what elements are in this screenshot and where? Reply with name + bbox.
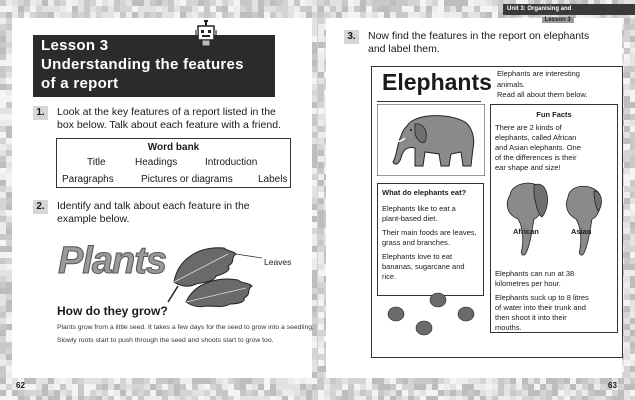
word-bank-item: Headings bbox=[135, 157, 178, 168]
lesson-title-line-2: of a report bbox=[41, 75, 119, 92]
fact-line: then shoot it into their bbox=[495, 313, 567, 322]
diet-line: Elephants love to eat bbox=[382, 252, 453, 261]
book-spine bbox=[317, 0, 318, 400]
word-bank-item: Introduction bbox=[205, 157, 258, 168]
diet-line: bananas, sugarcane and bbox=[382, 262, 465, 271]
fun-fact bbox=[495, 123, 615, 173]
example-heading: How do they grow? bbox=[57, 304, 168, 318]
footprints-icon bbox=[382, 290, 482, 342]
report-intro-line: Elephants are interesting bbox=[497, 69, 580, 78]
diet-paragraph bbox=[382, 252, 482, 282]
example-paragraph-line: Slowly roots start to push through the seed and shoots start to grow too. bbox=[57, 337, 274, 344]
oak-leaves-icon bbox=[166, 240, 264, 310]
word-bank-item: Pictures or diagrams bbox=[141, 174, 233, 185]
diet-paragraph bbox=[382, 204, 482, 224]
word-bank-item: Paragraphs bbox=[62, 174, 114, 185]
diet-section bbox=[377, 183, 484, 296]
task-2-line-2: example below. bbox=[57, 213, 130, 225]
example-paragraph-line: Plants grow from a little seed. It takes a few days for the seed to grow into a seedling. bbox=[57, 324, 314, 331]
word-bank bbox=[56, 138, 291, 188]
fact-line: mouths. bbox=[495, 323, 522, 332]
word-bank-item: Labels bbox=[258, 174, 288, 185]
lesson-number: Lesson 3 bbox=[41, 37, 109, 54]
task-3-line-1: Now find the features in the report on elephants bbox=[368, 30, 590, 42]
label-asian: Asian bbox=[571, 227, 592, 236]
task-1-number: 1. bbox=[33, 106, 48, 120]
diet-line: Elephants like to eat a bbox=[382, 204, 456, 213]
page-number-left: 62 bbox=[16, 381, 25, 390]
leaves-label: Leaves bbox=[264, 257, 292, 267]
task-3-number: 3. bbox=[344, 30, 359, 44]
fact-line: kilometres per hour. bbox=[495, 279, 561, 288]
fact-line: and Asian elephants. One bbox=[495, 143, 581, 152]
fun-fact bbox=[495, 269, 615, 289]
unit-label: Unit 3: Organising and presenting bbox=[507, 6, 572, 23]
robot-icon bbox=[194, 20, 218, 50]
fun-facts-heading: Fun Facts bbox=[536, 110, 572, 119]
diet-line: rice. bbox=[382, 272, 397, 281]
fact-line: ear shape and size! bbox=[495, 163, 561, 172]
task-3-line-2: and label them. bbox=[368, 43, 440, 55]
report-title: Elephants bbox=[382, 69, 492, 95]
title-divider bbox=[377, 101, 481, 102]
report-intro-line: Read all about them below. bbox=[497, 90, 588, 99]
lesson-tag: Lesson 3 bbox=[542, 17, 574, 23]
lesson-title-box bbox=[33, 35, 275, 97]
unit-tag bbox=[503, 4, 635, 23]
task-2-number: 2. bbox=[33, 200, 48, 214]
diet-line: grass and branches. bbox=[382, 238, 450, 247]
task-1-line-2: box below. Talk about each feature with a friend. bbox=[57, 119, 281, 131]
example-title: Plants bbox=[58, 240, 167, 282]
word-bank-item: Title bbox=[87, 157, 106, 168]
fact-line: Elephants suck up to 8 litres bbox=[495, 293, 589, 302]
elephant-illustration bbox=[377, 104, 485, 176]
report-intro-line: animals. bbox=[497, 79, 525, 89]
elephant-heads-illustration bbox=[494, 175, 614, 263]
task-1-line-1: Look at the key features of a report listed in the bbox=[57, 106, 276, 118]
diet-paragraph bbox=[382, 228, 482, 248]
fact-line: elephants, called African bbox=[495, 133, 577, 142]
label-african: African bbox=[513, 227, 539, 236]
page-number-right: 63 bbox=[608, 381, 617, 390]
fun-fact bbox=[495, 293, 615, 333]
fun-facts-box bbox=[490, 104, 618, 333]
diet-line: Their main foods are leaves, bbox=[382, 228, 477, 237]
word-bank-title: Word bank bbox=[147, 142, 200, 153]
fact-line: of water into their trunk and bbox=[495, 303, 586, 312]
fact-line: of the differences is their bbox=[495, 153, 577, 162]
fact-line: Elephants can run at 38 bbox=[495, 269, 575, 278]
diet-line: plant-based diet. bbox=[382, 214, 438, 223]
diet-heading: What do elephants eat? bbox=[382, 188, 467, 197]
fact-line: There are 2 kinds of bbox=[495, 123, 562, 132]
lesson-title-line-1: Understanding the features bbox=[41, 56, 244, 73]
report-intro bbox=[497, 69, 621, 101]
task-2-line-1: Identify and talk about each feature in the bbox=[57, 200, 250, 212]
